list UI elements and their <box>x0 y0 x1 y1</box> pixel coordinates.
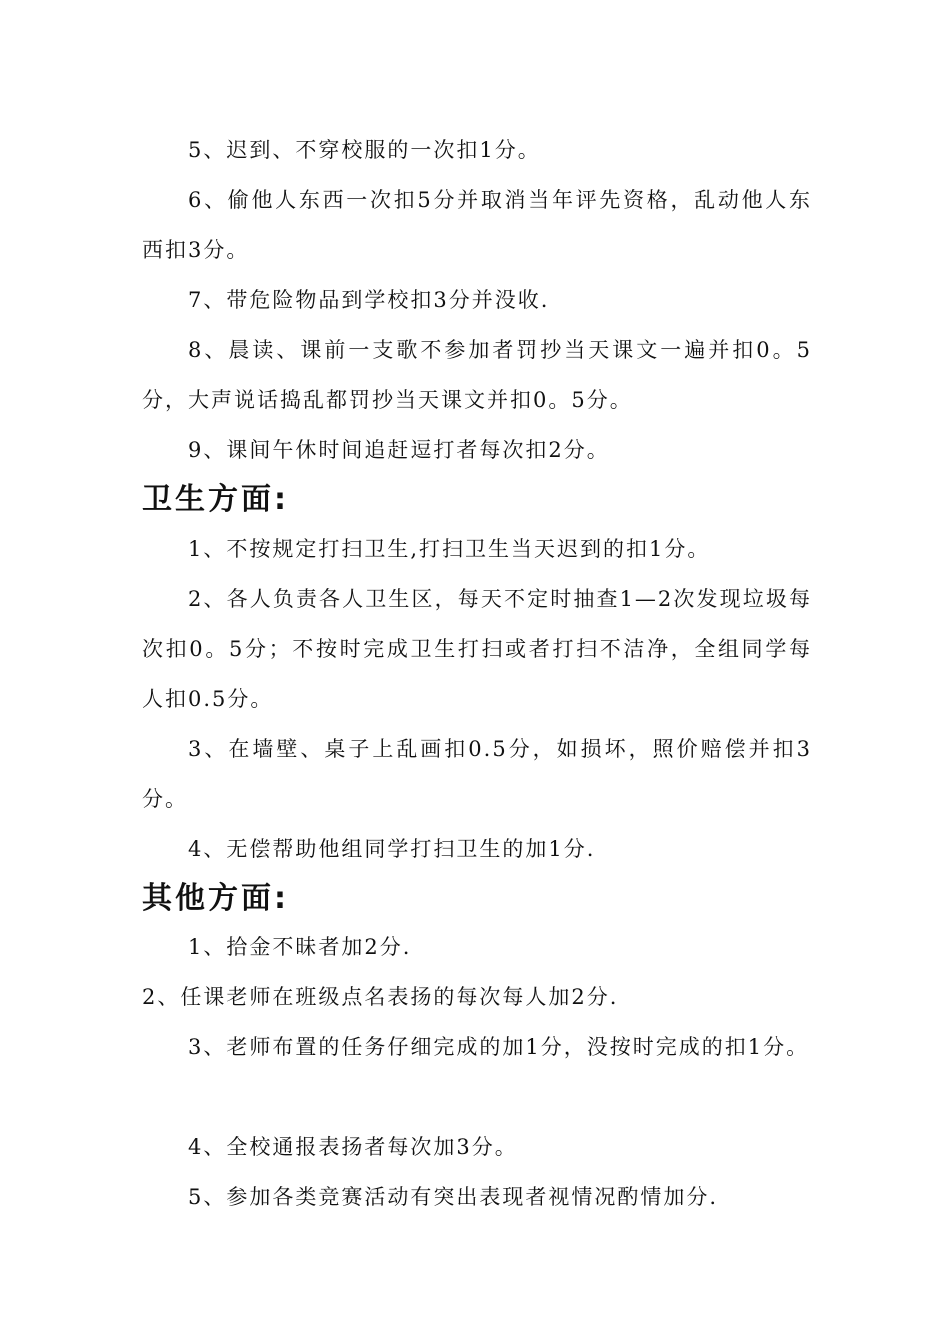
rule-hygiene-4: 4、无偿帮助他组同学打扫卫生的加1分. <box>188 837 596 861</box>
rule-discipline-7: 7、带危险物品到学校扣3分并没收. <box>188 288 550 312</box>
hygiene-heading: 卫生方面: <box>142 482 289 517</box>
rule-hygiene-2: 2、各人负责各人卫生区，每天不定时抽查1—2次发现垃圾每次扣0。5分；不按时完成卫生打扫或者打扫不洁净，全组同学每人扣0.5分。 <box>142 587 812 711</box>
rule-other-5: 5、参加各类竞赛活动有突出表现者视情况酌情加分. <box>188 1185 719 1209</box>
rule-other-3: 3、老师布置的任务仔细完成的加1分，没按时完成的扣1分。 <box>188 1035 810 1059</box>
rule-discipline-8: 8、晨读、课前一支歌不参加者罚抄当天课文一遍并扣0。5分，大声说话捣乱都罚抄当天课文并扣0。5分。 <box>142 338 812 412</box>
rule-discipline-5: 5、迟到、不穿校服的一次扣1分。 <box>188 138 541 162</box>
rule-discipline-9: 9、课间午休时间追赶逗打者每次扣2分。 <box>188 438 610 462</box>
rule-hygiene-3: 3、在墙壁、桌子上乱画扣0.5分，如损坏，照价赔偿并扣3分。 <box>142 737 812 811</box>
rule-other-1: 1、拾金不昧者加2分. <box>188 935 412 959</box>
rule-hygiene-1: 1、不按规定打扫卫生,打扫卫生当天迟到的扣1分。 <box>188 537 711 561</box>
rule-other-2: 2、任课老师在班级点名表扬的每次每人加2分. <box>142 985 619 1009</box>
rule-other-4: 4、全校通报表扬者每次加3分。 <box>188 1135 518 1159</box>
other-heading: 其他方面: <box>142 881 289 916</box>
rule-discipline-6: 6、偷他人东西一次扣5分并取消当年评先资格，乱动他人东西扣3分。 <box>142 188 812 262</box>
